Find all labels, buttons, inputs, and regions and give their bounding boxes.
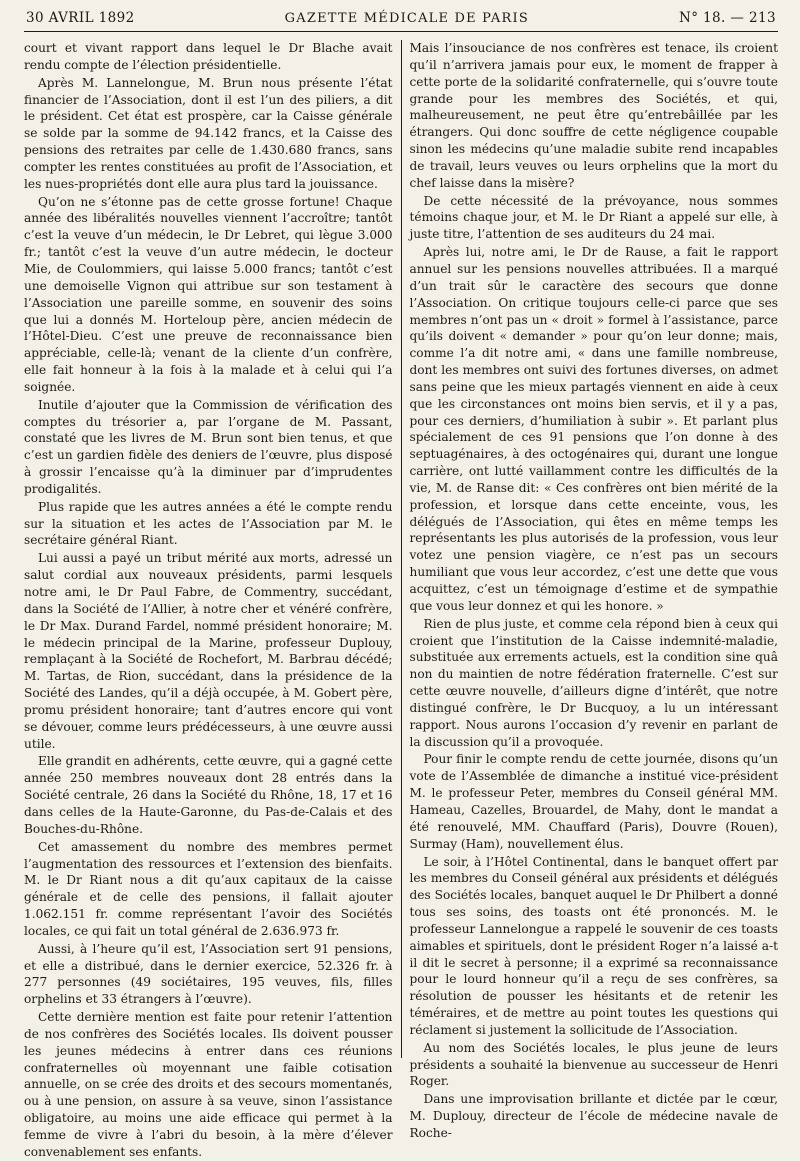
paragraph: De cette nécessité de la prévoyance, nous sommes témoins chaque jour, et M. le Dr Riant a appelé sur elle, à juste titre, l’attention de ses auditeurs du 24 mai. <box>409 193 778 242</box>
issue-date: 30 AVRIL 1892 <box>26 10 135 26</box>
paragraph: Cet amassement du nombre des membres permet l’augmentation des ressources et l’extension des bienfaits. M. le Dr Riant nous a dit qu’aux capitaux de la caisse générale et de celle des pensions, il fallait ajouter 1.062.151 fr. comme représentant l’avoir des Sociétés locales, ce qui fait un total général de 2.636.973 fr. <box>24 839 393 938</box>
paragraph: Pour finir le compte rendu de cette journée, disons qu’un vote de l’Assemblée de dimanche a institué vice-président M. le professeur Peter, membres du Conseil général MM. Hameau, Cazelles, Brouardel, de Mahy, dont le mandat a été renouvelé, MM. Chauffard (Paris), Douvre (Rouen), Surmay (Ham), nouvellement élus. <box>409 752 778 851</box>
left-column <box>24 40 401 1161</box>
paragraph: Inutile d’ajouter que la Commission de vérification des comptes du trésorier a, par l’organe de M. Passant, constaté que les livres de M. Brun sont bien tenus, et que c’est un gardien fidèle des deniers de l’œuvre, plus disposé à grossir l’encaisse qu’à la diminuer par d’imprudentes prodigalités. <box>24 397 393 496</box>
paragraph: Cette dernière mention est faite pour retenir l’attention de nos confrères des Sociétés locales. Ils doivent pousser les jeunes médecins à entrer dans ces réunions confraternelles où moyennant une faible cotisation annuelle, on se crée des droits et des secours momentanés, ou à une pension, on assure à sa veuve, sinon l’assistance obligatoire, au moins une aide efficace qui permet à la femme de vivre à l’abri du besoin, à la mère d’élever convenablement ses enfants. <box>24 1010 393 1159</box>
issue-page-number: N° 18. — 213 <box>679 10 776 26</box>
paragraph: Aussi, à l’heure qu’il est, l’Association sert 91 pensions, et elle a distribué, dans le dernier exercice, 52.326 fr. à 277 personnes (49 sociétaires, 195 veuves, fils, filles orphelins et 33 étrangers à l’œuvre). <box>24 941 393 1007</box>
right-column <box>402 40 779 1161</box>
page-header <box>24 10 778 31</box>
paragraph: court et vivant rapport dans lequel le Dr Blache avait rendu compte de l’élection présidentielle. <box>24 41 393 72</box>
paragraph: Elle grandit en adhérents, cette œuvre, qui a gagné cette année 250 membres nouveaux dont 28 entrés dans la Société centrale, 26 dans la Société du Rhône, 18, 17 et 16 dans celles de la Haute-Garonne, du Pas-de-Calais et des Bouches-du-Rhône. <box>24 754 393 836</box>
paragraph: Après lui, notre ami, le Dr de Rause, a fait le rapport annuel sur les pensions nouvelles attribuées. Il a marqué d’un trait sûr le caractère des secours que donne l’Association. On critique toujours celle-ci parce que ses membres n’ont pas un « droit » formel à l’assistance, parce qu’ils doivent « demander » pour qu’on leur donne; mais, comme l’a dit notre ami, « dans une famille nombreuse, dont les membres ont suivi des fortunes diverses, on admet sans peine que les mieux partagés viennent en aide à ceux que les circonstances ont moins bien servis, et il y a pas, pour ces derniers, d’humiliation à subir ». Et parlant plus spécialement de ces 91 pensions que l’on donne à des septuagénaires, à des octogénaires qui, durant une longue carrière, ont lutté vaillamment contre les difficultés de la vie, M. de Ranse dit: « Ces confrères ont bien mérité de la profession, et lorsque dans cette enceinte, vous, les délégués de l’Association, qui êtes en même temps les représentants les plus autorisés de la profession, vous leur votez une pension viagère, ce n’est pas un secours humiliant que vous leur accordez, c’est une dette que vous acquittez, c’est un témoignage d’estime et de sympathie que vous leur donnez et qui les honore. » <box>409 245 778 613</box>
paragraph: Après M. Lannelongue, M. Brun nous présente l’état financier de l’Association, dont il est l’un des piliers, a dit le président. Cet état est prospère, car la Caisse générale se solde par la somme de 94.142 francs, et la Caisse des pensions des retraites par celle de 1.430.680 francs, sans compter les rentes constituées au profit de l’Association, et les nues-propriétés dont elle aura plus tard la jouissance. <box>24 75 393 191</box>
paragraph: Dans une improvisation brillante et dictée par le cœur, M. Duplouy, directeur de l’école de médecine navale de Roche- <box>409 1092 778 1140</box>
paragraph: Lui aussi a payé un tribut mérité aux morts, adressé un salut cordial aux nouveaux présidents, parmi lesquels notre ami, le Dr Paul Fabre, de Commentry, succédant, dans la Société de l’Allier, à notre cher et vénéré confrère, le Dr Max. Durand Fardel, nommé président honoraire; M. le médecin principal de la Marine, professeur Duplouy, remplaçant à la Société de Rochefort, M. Barbrau décédé; M. Tartas, de Rion, succédant, dans la présidence de la Société des Landes, qu’il a déjà occupée, à M. Gobert père, promu président honoraire; tant d’autres encore qui vont se dévouer, comme leurs prédécesseurs, à une œuvre aussi utile. <box>24 551 393 751</box>
paragraph: Le soir, à l’Hôtel Continental, dans le banquet offert par les membres du Conseil général aux présidents et délégués des Sociétés locales, banquet auquel le Dr Philbert a donné tous ses soins, des toasts ont été prononcés. M. le professeur Lannelongue a rappelé le souvenir de ces toasts aimables et spirituels, dont le président Roger n’a laissé a-t il dit le secret à personne; il a exprimé sa reconnaissance pour le lourd honneur qu’il a reçu de ses confrères, sa résolution de pousser les hésitants et de retenir les téméraires, et de mettre au point toutes les questions qui réclament si justement la sollicitude de l’Association. <box>409 854 778 1037</box>
paragraph: Plus rapide que les autres années a été le compte rendu sur la situation et les actes de l’Association par M. le secrétaire général Riant. <box>24 499 393 548</box>
paragraph: Qu’on ne s’étonne pas de cette grosse fortune! Chaque année des libéralités nouvelles viennent l’accroître; tantôt c’est la veuve d’un médecin, le Dr Lebret, qui lègue 3.000 fr.; tantôt c’est la veuve d’un autre médecin, le docteur Mie, de Coulommiers, qui laisse 5.000 francs; tantôt c’est une demoiselle Vignon qui attribue sur son testament à l’Association une pareille somme, en souvenir des soins que lui a donnés M. Horteloup père, ancien médecin de l’Hôtel-Dieu. C’est une preuve de reconnaissance bien appréciable, celle-là; venant de la cliente d’un confrère, elle fait honneur à la fois à la malade et à celui qui l’a soignée. <box>24 194 393 394</box>
article-columns <box>24 40 778 1161</box>
paragraph: Mais l’insouciance de nos confrères est tenace, ils croient qu’il n’arrivera jamais pour eux, le moment de frapper à cette porte de la solidarité confraternelle, qui s’ouvre toute grande pour les membres des Sociétés, et qui, malheureusement, ne peut être qu’entrebâillée par les étrangers. Qui donc souffre de cette négligence coupable sinon les médecins qu’une maladie subite rend incapables de travail, leurs veuves ou leurs orphelins que la mort du chef laisse dans la misère? <box>409 41 778 190</box>
paragraph: Rien de plus juste, et comme cela répond bien à ceux qui croient que l’institution de la Caisse indemnité-maladie, substituée aux errements actuels, est la condition sine quâ non du maintien de notre fédération fraternelle. C’est sur cette œuvre nouvelle, d’ailleurs digne d’intérêt, que notre distingué confrère, le Dr Bucquoy, a lu un intéressant rapport. Nous aurons l’occasion d’y revenir en parlant de la discussion qu’il a provoquée. <box>409 616 778 749</box>
header-rule <box>24 31 778 32</box>
journal-title: GAZETTE MÉDICALE DE PARIS <box>284 11 529 26</box>
paragraph: Au nom des Sociétés locales, le plus jeune de leurs présidents a souhaité la bienvenue au successeur de Henri Roger. <box>409 1040 778 1089</box>
